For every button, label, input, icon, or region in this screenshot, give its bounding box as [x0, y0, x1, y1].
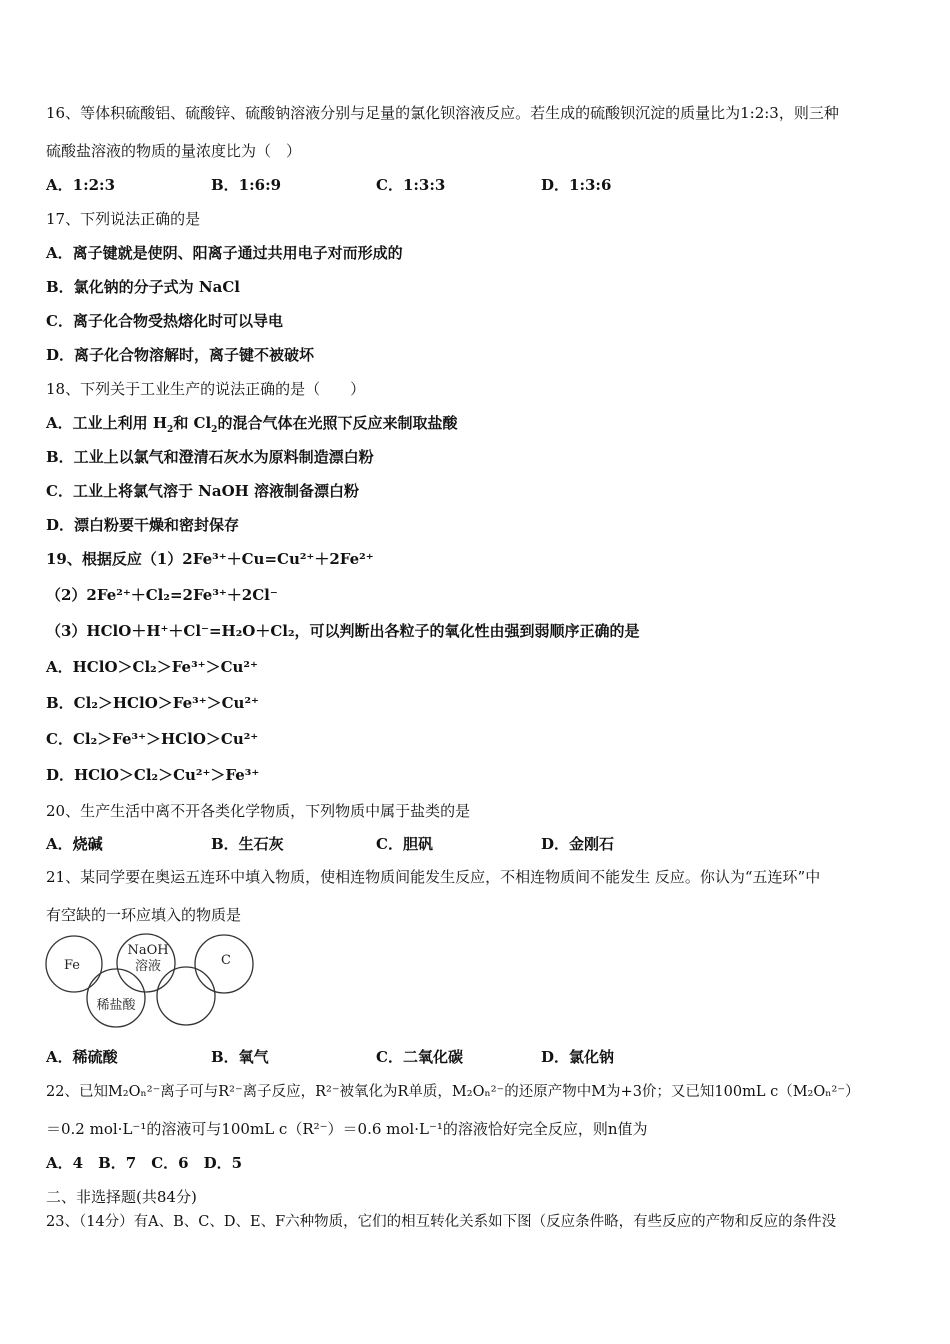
q18-option-d: D．漂白粉要干燥和密封保存: [46, 516, 240, 534]
q17-option-c: C．离子化合物受热熔化时可以导电: [46, 312, 283, 330]
q23-stem: 23、（14分）有A、B、C、D、E、F六种物质，它们的相互转化关系如下图（反应条件略，有些反应的产物和反应的条件没: [46, 1214, 837, 1230]
q16-option-c: C．1:3:3: [376, 176, 446, 194]
q19-option-d: D．HClO＞Cl₂＞Cu²⁺＞Fe³⁺: [46, 766, 260, 784]
q18-option-b: B．工业上以氯气和澄清石灰水为原料制造漂白粉: [46, 448, 374, 466]
q17-option-a: A．离子键就是使阴、阳离子通过共用电子对而形成的: [46, 244, 403, 262]
q16-option-d: D．1:3:6: [541, 176, 612, 194]
q19-option-a: A．HClO＞Cl₂＞Fe³⁺＞Cu²⁺: [46, 658, 258, 676]
q20-option-d: D．金刚石: [541, 835, 615, 853]
section-2-heading: 二、非选择题(共84分): [46, 1188, 197, 1206]
q17-option-b: B．氯化钠的分子式为 NaCl: [46, 278, 240, 296]
q20-option-a: A．烧碱: [46, 835, 103, 853]
ring-c-label: C: [221, 953, 231, 968]
q17-option-d: D．离子化合物溶解时，离子键不被破坏: [46, 346, 315, 364]
q18-stem: 18、下列关于工业生产的说法正确的是（ ）: [46, 380, 366, 398]
q21-option-b: B．氧气: [211, 1048, 269, 1066]
ring-fe-label: Fe: [63, 958, 81, 973]
q19-stem: 19、根据反应（1）2Fe³⁺＋Cu=Cu²⁺＋2Fe²⁺: [46, 550, 374, 568]
q16-option-a: A．1:2:3: [46, 176, 116, 194]
q20-option-b: B．生石灰: [211, 835, 284, 853]
q20-stem: 20、生产生活中离不开各类化学物质，下列物质中属于盐类的是: [46, 802, 471, 820]
q16-stem-line2: 硫酸盐溶液的物质的量浓度比为（ ）: [46, 142, 302, 160]
q21-stem-line2: 有空缺的一环应填入的物质是: [46, 906, 242, 924]
q19-option-b: B．Cl₂＞HClO＞Fe³⁺＞Cu²⁺: [46, 694, 259, 712]
q21-option-a: A．稀硫酸: [46, 1048, 118, 1066]
five-rings-diagram: [44, 932, 259, 1030]
q17-stem: 17、下列说法正确的是: [46, 210, 201, 228]
q21-option-d: D．氯化钠: [541, 1048, 615, 1066]
ring-naoh-label-2: 溶液: [134, 959, 162, 974]
q18-option-c: C．工业上将氯气溶于 NaOH 溶液制备漂白粉: [46, 482, 360, 500]
q22-stem-line1: 22、已知M₂Oₙ²⁻离子可与R²⁻离子反应，R²⁻被氧化为R单质，M₂Oₙ²⁻的还原产物中M为+3价；又已知100mL c（M₂Oₙ²⁻）: [46, 1084, 860, 1100]
q16-stem-line1: 16、等体积硫酸铝、硫酸锌、硫酸钠溶液分别与足量的氯化钡溶液反应。若生成的硫酸钡沉淀的质量比为1:2:3，则三种: [46, 104, 839, 122]
q22-stem-line2: ＝0.2 mol·L⁻¹的溶液可与100mL c（R²⁻）＝0.6 mol·L⁻¹的溶液恰好完全反应，则n值为: [46, 1120, 648, 1138]
q19-option-c: C．Cl₂＞Fe³⁺＞HClO＞Cu²⁺: [46, 730, 259, 748]
q16-option-b: B．1:6:9: [211, 176, 282, 194]
q21-stem-line1: 21、某同学要在奥运五连环中填入物质，使相连物质间能发生反应，不相连物质间不能发生 反应。你认为“五连环”中: [46, 868, 821, 886]
ring-naoh-label-1: NaOH: [127, 943, 169, 958]
q20-option-c: C．胆矾: [376, 835, 433, 853]
ring-empty: [157, 967, 215, 1025]
q19-reaction-2: （2）2Fe²⁺＋Cl₂=2Fe³⁺＋2Cl⁻: [46, 586, 278, 604]
q19-reaction-3: （3）HClO＋H⁺＋Cl⁻=H₂O＋Cl₂，可以判断出各粒子的氧化性由强到弱顺序正确的是: [46, 622, 640, 640]
q18-option-a: A．工业上利用 $H_2$和 $Cl_2$的混合气体在光照下反应来制取盐酸: [46, 414, 458, 435]
q21-option-c: C．二氧化碳: [376, 1048, 463, 1066]
q22-options: A．4 B．7 C．6 D．5: [46, 1154, 243, 1172]
ring-hcl-label: 稀盐酸: [96, 998, 136, 1013]
